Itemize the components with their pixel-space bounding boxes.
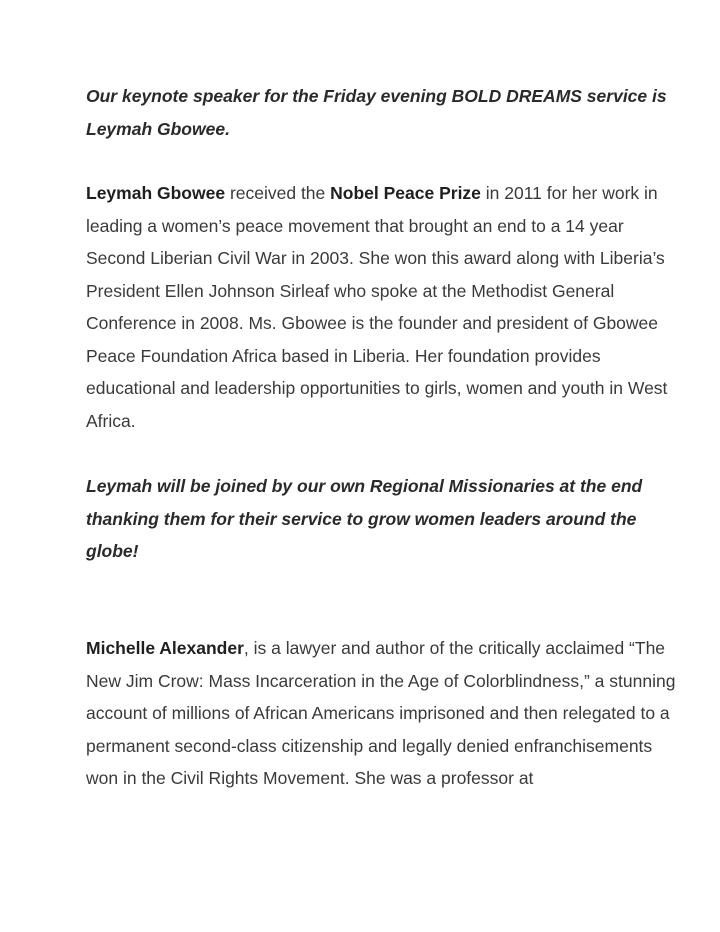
nobel-prize-label: Nobel Peace Prize — [330, 183, 481, 203]
alexander-bio — [86, 632, 686, 795]
missionaries-note-text: Leymah will be joined by our own Regional Missionaries at the end thanking them for their service to grow women leaders around the globe! — [86, 476, 643, 561]
missionaries-note — [86, 470, 686, 568]
alexander-bio-text: , is a lawyer and author of the critically acclaimed “The New Jim Crow: Mass Incarceration in the Age of Colorblindness,” a stunning account of millions of African Americans imprisoned and then relegated to a permanent second-class citizenship and legally denied enfranchisements won in the Civil Rights Movement. She was a professor at — [86, 638, 676, 788]
gbowee-bio — [86, 177, 686, 437]
keynote-intro-text: Our keynote speaker for the Friday evening BOLD DREAMS service is Leymah Gbowee. — [86, 86, 667, 139]
gbowee-bio-text-1: received the — [225, 183, 331, 203]
keynote-intro — [86, 80, 686, 145]
alexander-name: Michelle Alexander — [86, 638, 244, 658]
gbowee-bio-text-2: in 2011 for her work in leading a women’s peace movement that brought an end to a 14 year Second Liberian Civil War in 2003. She won this award along with Liberia’s President Ellen Johnson Sirleaf who spoke at the Methodist General Conference in 2008. Ms. Gbowee is the founder and president of Gbowee Peace Foundation Africa based in Liberia. Her foundation provides educational and leadership opportunities to girls, women and youth in West Africa. — [86, 183, 668, 431]
gbowee-name: Leymah Gbowee — [86, 183, 226, 203]
